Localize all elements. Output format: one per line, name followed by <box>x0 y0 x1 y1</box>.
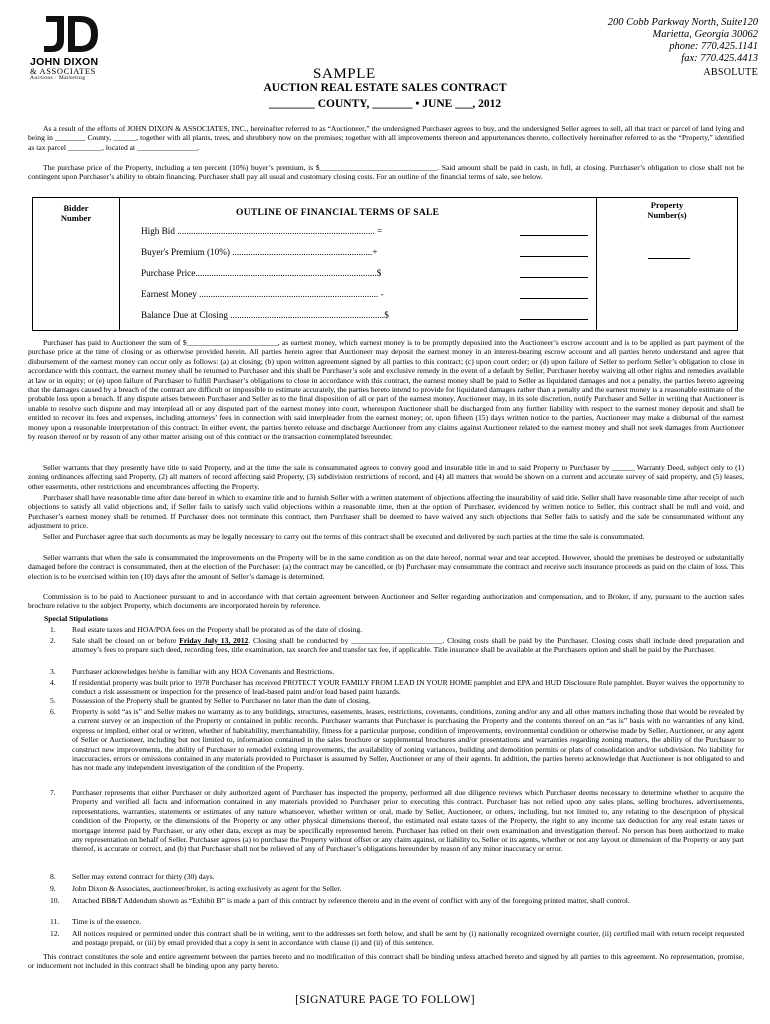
contract-title: AUCTION REAL ESTATE SALES CONTRACT <box>263 82 507 94</box>
document-execution-paragraph: Seller and Purchaser agree that such documents as may be legally necessary to carry out the terms of this contract shall be executed and delivered by such parties at the time the sale is consummated. <box>43 532 645 541</box>
closing-date: Friday July 13, 2012 <box>179 636 249 645</box>
company-logo <box>42 14 102 54</box>
entire-agreement-paragraph: This contract constitutes the sole and entire agreement between the parties hereto and no modification of this contract shall be binding unless attached hereto and signed by all parties to this agreement. No representation, promise, or inducement not included in this contract shall be binding upon any party hereto. <box>28 952 744 971</box>
title-objections-paragraph: Purchaser shall have reasonable time after date hereof in which to examine title and to furnish Seller with a written statement of objections affecting the insurability of said title. Seller shall have reasonable time after receipt of such objections to satisfy all valid objections and, if Seller fails to satisfy such valid objections within a reasonable time, then at the option of Purchaser, evidenced by written notice to Seller, this contract shall be null and void, and Purchaser’s earnest money shall be returned. If Purchaser does not terminate this contract, then Purchaser shall be deemed to have waived any such objections that Seller fails to satisfy and the sale be consummated without any adjustment to price. <box>28 493 744 531</box>
absolute-label: ABSOLUTE <box>703 67 758 78</box>
intro-paragraph: As a result of the efforts of JOHN DIXON & ASSOCIATES, INC., hereinafter referred to as “Auctioneer,” the undersigned Purchaser agrees to buy, and the undersigned Seller agrees to sell, all that tract or parcel of land lying and being in ________ County, ______, together with all plants, trees, and shrubbery now on the premises; together with all improvements thereon and appurtenances thereto, collectively hereinafter referred to as the “Property,” identified as tax parcel _________, located at ________________. <box>28 124 744 152</box>
address-street: 200 Cobb Parkway North, Suite120 <box>607 17 758 28</box>
logo-company-name: JOHN DIXON <box>30 56 99 68</box>
address-fax: fax: 770.425.4413 <box>681 53 758 64</box>
address-phone: phone: 770.425.1141 <box>669 41 758 52</box>
balance-due-blank[interactable] <box>520 319 588 320</box>
purchase-price-row: Purchase Price...............................................................................$ <box>141 268 382 278</box>
earnest-money-paragraph: Purchaser has paid to Auctioneer the sum of $________________________, as earnest money, which earnest money is to be promptly deposited into the Auctioneer’s escrow account and is to be applied as part payment of the purchase price at the time of closing or as otherwise provided herein. All parties hereto agree that Auctioneer may deposit the earnest money in an interest-bearing escrow account and all parties hereto understand and agree that disbursement of the earnest money can occur only as follows: (a) at closing; (b) upon written agreement signed by all parties to this contract; (c) upon court order; or (d) upon failure of Seller to perform Seller’s obligation to close in accordance with this contract, the earnest money shall be returned to Purchaser and this shall be Purchaser’s sole and exclusive remedy in the event of a default by Seller, Purchaser hereby waiving all other rights and remedies available at law or in equity; or (e) upon failure of Purchaser to fulfill Purchaser’s obligations to close in accordance with this contract, the earnest money shall be paid to Seller as liquidated damages and not a penalty, the parties hereto agreeing that the damages caused by a breach of the contract are difficult or impossible to estimate accurately, the parties hereto intend to provide for liquidated damages rather than a penalty and the earnest money is a reasonable estimate of the probable loss upon a breach. If any dispute arises between Purchaser and Seller as to the final disposition of all or part of the earnest money, Auctioneer may, in its sole discretion, notify Purchaser and Seller in writing that Auctioneer is unable to resolve such dispute and may interplead all or any disputed part of the earnest money into court, whereupon Auctioneer shall be discharged from any further liability with respect to the earnest money deposit and shall be entitled to recover its fees and expenses, including attorneys’ fees in connection with said interpleader from the earnest money; or, upon fifteen (15) days written notice to the parties, Auctioneer may make a disbursal of the earnest money upon a reasonable interpretation of this contract. In either event, the parties hereto release and discharge Auctioneer from any claims against Auctioneer related to the earnest money and shall not seek damages from Auctioneer by reason thereof or by reason of any other matter arising out of this contract or the transaction contemplated hereunder. <box>28 338 744 442</box>
earnest-money-blank[interactable] <box>520 298 588 299</box>
earnest-money-row: Earnest Money .............................................................................. - <box>141 289 384 299</box>
buyers-premium-row: Buyer's Premium (10%) .............................................................+ <box>141 247 378 257</box>
property-condition-paragraph: Seller warrants that when the sale is consummated the improvements on the Property will be in the same condition as on the date hereof, normal wear and tear accepted. However, should the premises be destroyed or substantially damaged before the contract is consummated, then at the election of the Purchaser: (a) the contract may be cancelled, or (b) Purchaser may consummate the contract and receive such insurance proceeds as paid on the claim of loss. This election is to be exercised within ten (10) days after the amount of Seller’s damage is determined. <box>28 553 744 581</box>
bidder-number-label: Bidder Number <box>60 203 92 223</box>
high-bid-row: High Bid ...................................................................................... = <box>141 226 383 236</box>
company-address <box>608 17 758 65</box>
buyers-premium-blank[interactable] <box>520 256 588 257</box>
sample-watermark: SAMPLE <box>313 66 376 82</box>
financial-terms-title: OUTLINE OF FINANCIAL TERMS OF SALE <box>236 208 440 218</box>
property-number-label: Property Number(s) <box>647 200 687 220</box>
purchase-price-paragraph: The purchase price of the Property, including a ten percent (10%) buyer’s premium, is $_______________________________. Said amount shall be paid in cash, in full, at closing. Purchaser’s obligation to close shall not be contingent upon Purchaser’s ability to obtain financing. Purchaser shall pay all usual and customary closing costs. For an outline of the financial terms of sale, see below. <box>28 163 744 182</box>
contract-subtitle: ________ COUNTY, _______ • JUNE ___, 2012 <box>268 98 502 110</box>
purchase-price-blank[interactable] <box>520 277 588 278</box>
commission-paragraph: Commission is to be paid to Auctioneer pursuant to and in accordance with that certain agreement between Auctioneer and Seller regarding authorization and compensation, and to Broker, if any, pursuant to the auction sales brochure relative to the subject Property, which documents are incorporated herein by reference. <box>28 592 744 611</box>
logo-tagline: Auctions · Marketing <box>30 75 86 81</box>
balance-due-row: Balance Due at Closing ...................................................................$ <box>141 310 389 320</box>
special-stipulations-heading: Special Stipulations <box>44 614 108 623</box>
signature-page-note: [SIGNATURE PAGE TO FOLLOW] <box>295 994 475 1006</box>
logo-associates: & ASSOCIATES <box>30 66 97 76</box>
property-number-blank[interactable] <box>648 258 690 259</box>
address-city: Marietta, Georgia 30062 <box>652 29 758 40</box>
title-warranty-paragraph: Seller warrants that they presently have title to said Property, and at the time the sale is consummated agrees to convey good and insurable title in and to said Property to Purchaser by ______ Warranty Deed, subject only to (1) zoning ordinances affecting said Property, (2) all matters of record affecting said Property, (3) subdivision restrictions of record, and (4) all matters that would be shown on a current and accurate survey of said property, and (5) leases, other easements, other restrictions and encumbrances affecting the Property. <box>28 463 744 491</box>
high-bid-blank[interactable] <box>520 235 588 236</box>
